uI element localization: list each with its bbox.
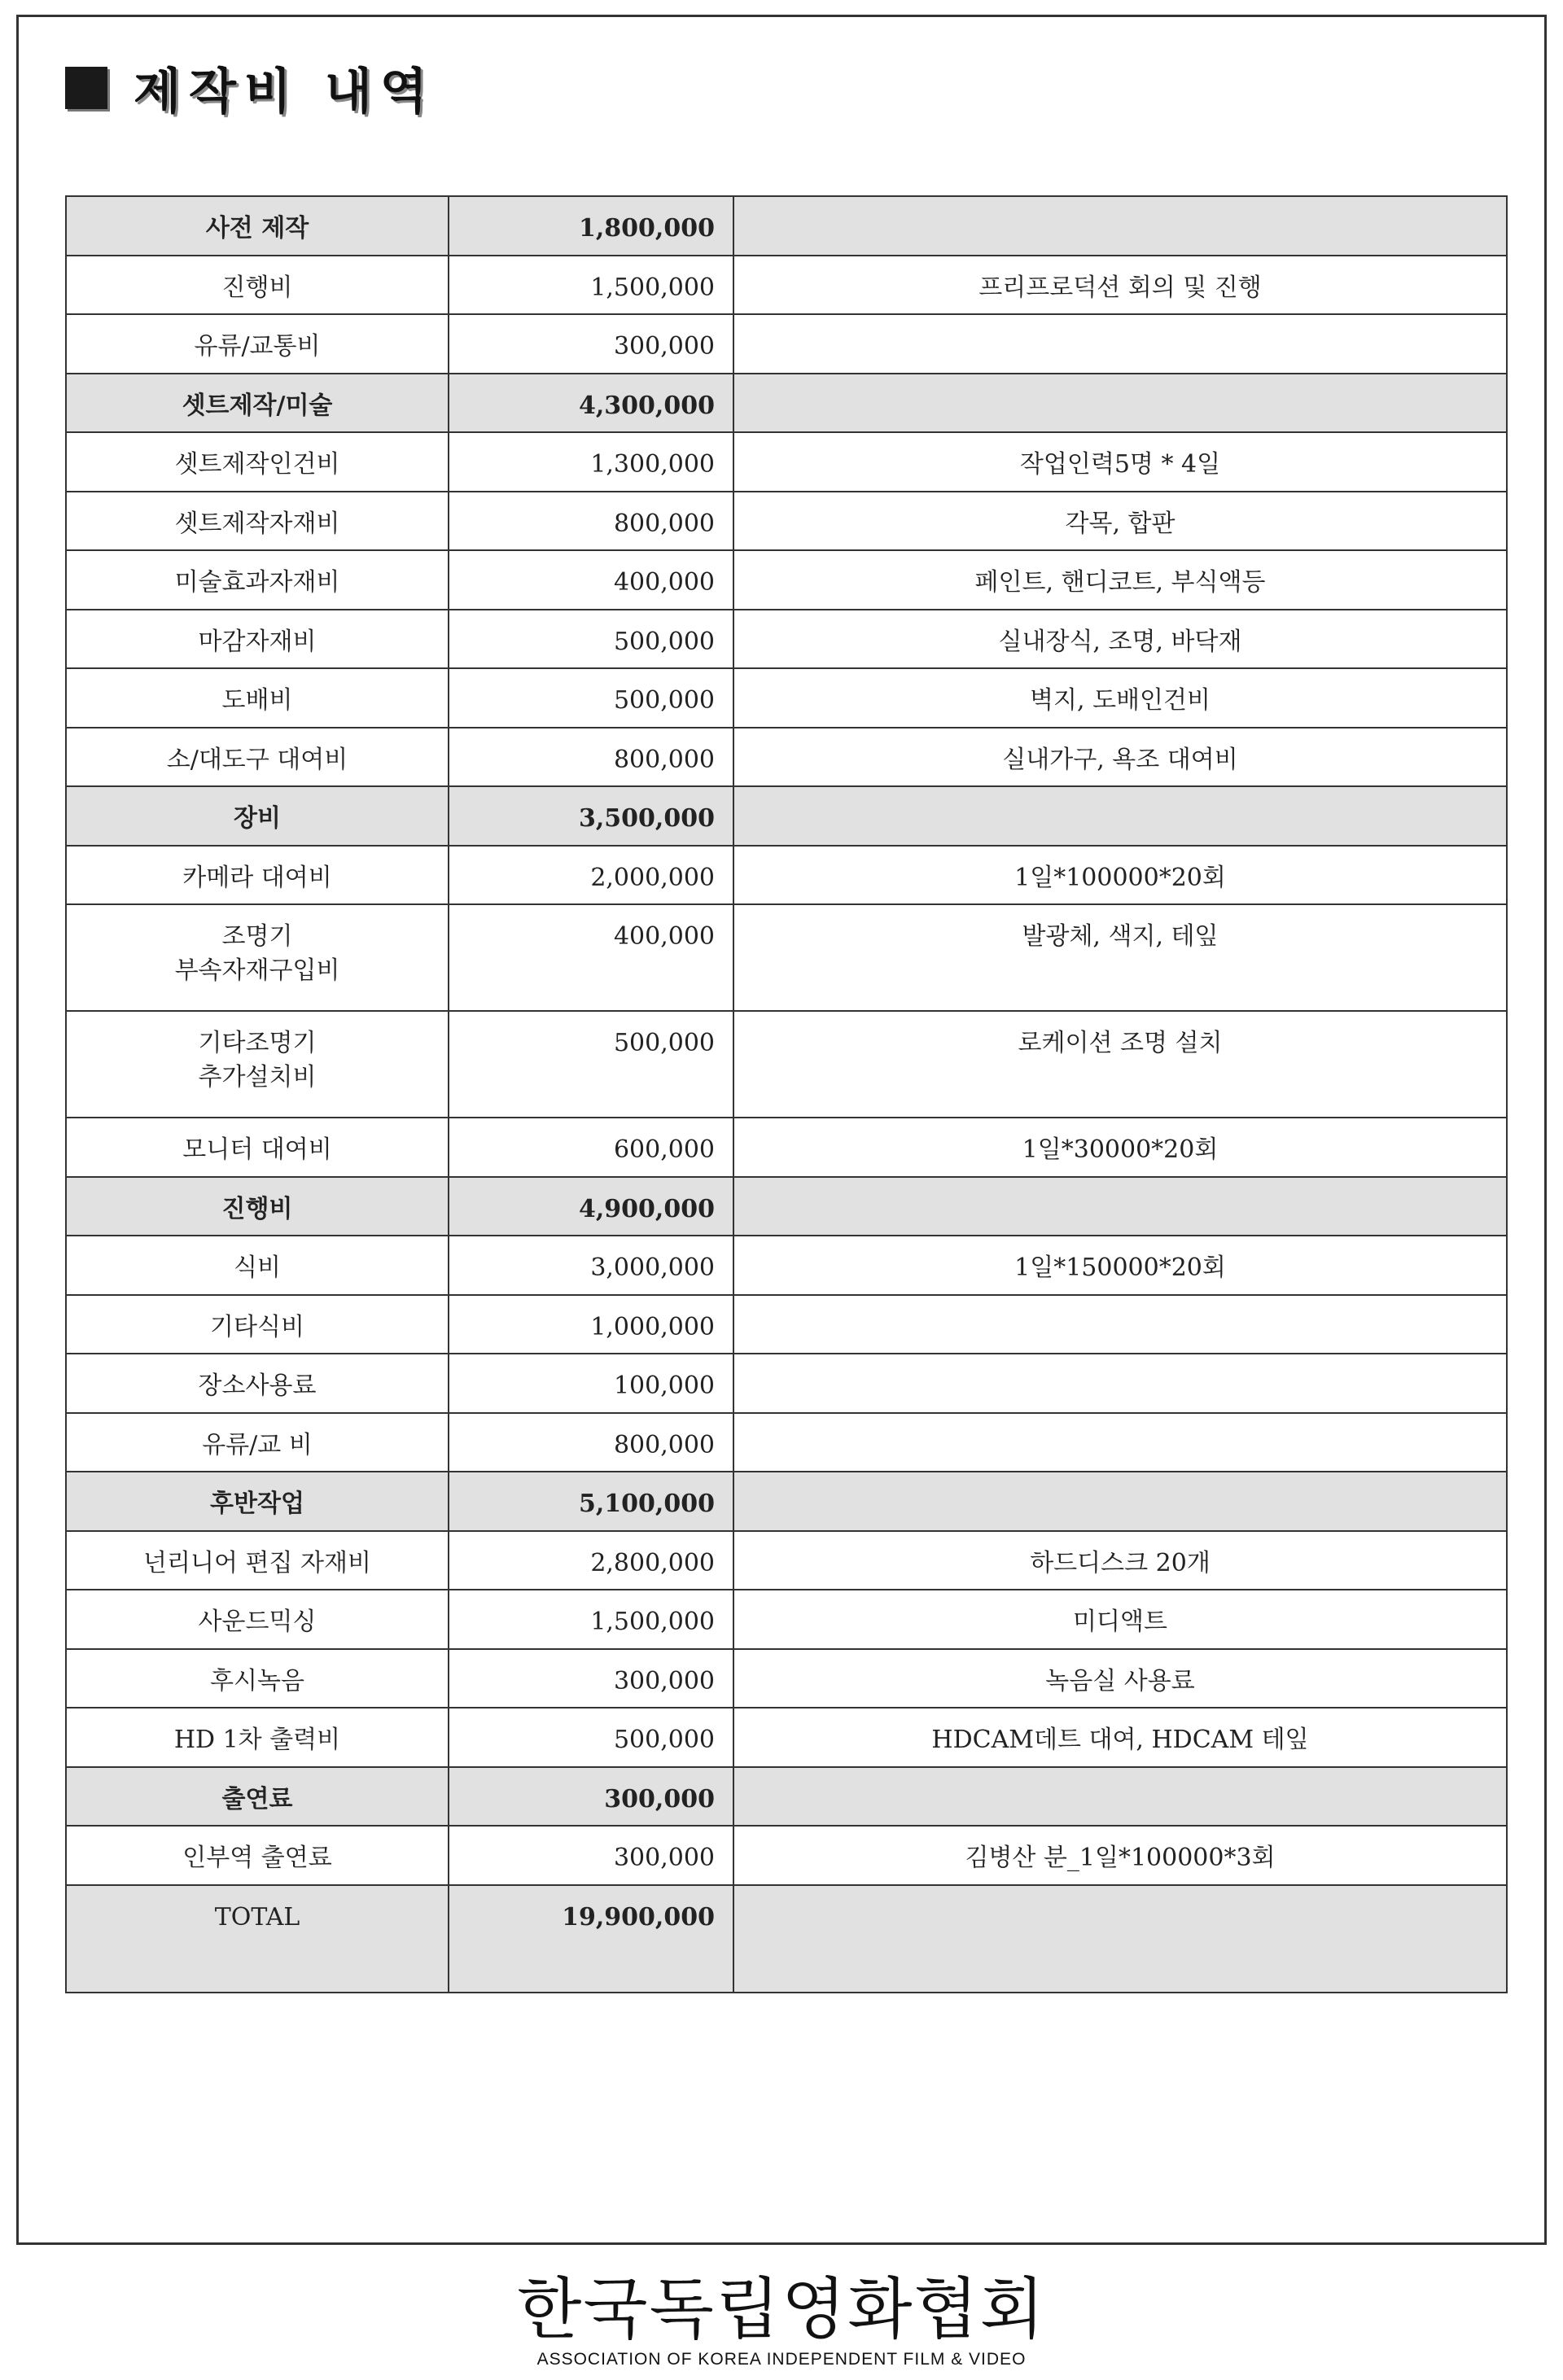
table-row (66, 610, 1507, 669)
section-label: 셋트제작/미술 (66, 374, 449, 433)
table-row (66, 1295, 1507, 1354)
item-label-line2: 추가설치비 (198, 1063, 317, 1092)
table-row (66, 492, 1507, 551)
table-row (66, 314, 1507, 374)
section-amount: 300,000 (449, 1767, 733, 1827)
item-label: 장소사용료 (66, 1354, 449, 1413)
item-label-line1: 기타조명기 (198, 1029, 317, 1057)
item-note: 각목, 합판 (733, 492, 1507, 551)
table-row (66, 1708, 1507, 1767)
section-row (66, 1472, 1507, 1531)
table-row (66, 550, 1507, 610)
item-note: 미디액트 (733, 1590, 1507, 1649)
item-amount: 500,000 (449, 610, 733, 669)
item-cell (66, 904, 449, 1011)
footer (0, 2271, 1563, 2370)
table-row (66, 668, 1507, 728)
item-note: 로케이션 조명 설치 (733, 1011, 1507, 1118)
item-label: 모니터 대여비 (66, 1118, 449, 1177)
item-note: 하드디스크 20개 (733, 1531, 1507, 1590)
item-amount: 2,000,000 (449, 846, 733, 905)
table-row (66, 1413, 1507, 1472)
item-amount: 400,000 (449, 904, 733, 1011)
item-amount: 600,000 (449, 1118, 733, 1177)
section-row (66, 196, 1507, 256)
total-row (66, 1885, 1507, 1993)
organization-name: 한국독립영화협회 (517, 2271, 1046, 2348)
item-label: 미술효과자재비 (66, 550, 449, 610)
item-note (733, 1472, 1507, 1531)
section-row (66, 786, 1507, 846)
item-note: 발광체, 색지, 테잎 (733, 904, 1507, 1011)
item-label: 셋트제작자재비 (66, 492, 449, 551)
total-amount: 19,900,000 (449, 1885, 733, 1993)
item-note (733, 1177, 1507, 1236)
item-label: 인부역 출연료 (66, 1826, 449, 1885)
item-amount: 2,800,000 (449, 1531, 733, 1590)
table-row (66, 256, 1507, 315)
item-amount: 1,300,000 (449, 432, 733, 492)
item-label: 셋트제작인건비 (66, 432, 449, 492)
item-label: 후시녹음 (66, 1649, 449, 1708)
item-amount: 800,000 (449, 492, 733, 551)
item-note: HDCAM데트 대여, HDCAM 테잎 (733, 1708, 1507, 1767)
table-row (66, 1011, 1507, 1118)
budget-table (65, 195, 1508, 1993)
item-note (733, 1767, 1507, 1827)
item-amount: 3,000,000 (449, 1236, 733, 1295)
item-note (733, 1295, 1507, 1354)
section-amount: 1,800,000 (449, 196, 733, 256)
item-amount: 1,500,000 (449, 1590, 733, 1649)
item-label: 카메라 대여비 (66, 846, 449, 905)
item-note (733, 1354, 1507, 1413)
section-amount: 4,300,000 (449, 374, 733, 433)
table-row (66, 904, 1507, 1011)
table-row (66, 1649, 1507, 1708)
item-note (733, 374, 1507, 433)
section-amount: 4,900,000 (449, 1177, 733, 1236)
organization-name-english: ASSOCIATION OF KOREA INDEPENDENT FILM & VIDEO (536, 2350, 1027, 2369)
item-amount: 300,000 (449, 314, 733, 374)
section-row (66, 1767, 1507, 1827)
section-amount: 5,100,000 (449, 1472, 733, 1531)
table-row (66, 728, 1507, 787)
table-row (66, 1826, 1507, 1885)
item-amount: 800,000 (449, 1413, 733, 1472)
item-amount: 300,000 (449, 1649, 733, 1708)
item-amount: 500,000 (449, 1011, 733, 1118)
section-label: 출연료 (66, 1767, 449, 1827)
item-label: 마감자재비 (66, 610, 449, 669)
table-row (66, 432, 1507, 492)
item-label: HD 1차 출력비 (66, 1708, 449, 1767)
table-row (66, 1590, 1507, 1649)
item-amount: 400,000 (449, 550, 733, 610)
item-label: 진행비 (66, 256, 449, 315)
item-amount: 1,000,000 (449, 1295, 733, 1354)
item-label: 유류/교통비 (66, 314, 449, 374)
section-label: 진행비 (66, 1177, 449, 1236)
item-note: 1일*100000*20회 (733, 846, 1507, 905)
total-note (733, 1885, 1507, 1993)
total-label: TOTAL (66, 1885, 449, 1993)
item-label: 기타식비 (66, 1295, 449, 1354)
item-note: 실내가구, 욕조 대여비 (733, 728, 1507, 787)
item-note (733, 314, 1507, 374)
table-row (66, 1118, 1507, 1177)
section-label: 사전 제작 (66, 196, 449, 256)
item-cell (66, 1011, 449, 1118)
item-amount: 1,500,000 (449, 256, 733, 315)
item-amount: 800,000 (449, 728, 733, 787)
item-note: 실내장식, 조명, 바닥재 (733, 610, 1507, 669)
item-amount: 300,000 (449, 1826, 733, 1885)
section-row (66, 1177, 1507, 1236)
item-note: 페인트, 핸디코트, 부식액등 (733, 550, 1507, 610)
item-label-line1: 조명기 (221, 922, 293, 951)
square-bullet-icon (65, 67, 107, 109)
page-title-text: 제작비 내역 (134, 63, 436, 120)
item-amount: 500,000 (449, 668, 733, 728)
item-note (733, 1413, 1507, 1472)
item-note: 녹음실 사용료 (733, 1649, 1507, 1708)
section-label: 장비 (66, 786, 449, 846)
item-label-line2: 부속자재구입비 (174, 956, 340, 985)
item-note: 프리프로덕션 회의 및 진행 (733, 256, 1507, 315)
item-note: 1일*150000*20회 (733, 1236, 1507, 1295)
item-label: 식비 (66, 1236, 449, 1295)
item-note: 김병산 분_1일*100000*3회 (733, 1826, 1507, 1885)
item-label: 도배비 (66, 668, 449, 728)
item-label: 사운드믹싱 (66, 1590, 449, 1649)
item-label: 소/대도구 대여비 (66, 728, 449, 787)
item-label: 유류/교 비 (66, 1413, 449, 1472)
section-label: 후반작업 (66, 1472, 449, 1531)
item-amount: 500,000 (449, 1708, 733, 1767)
item-note (733, 786, 1507, 846)
item-note (733, 196, 1507, 256)
section-amount: 3,500,000 (449, 786, 733, 846)
item-note: 1일*30000*20회 (733, 1118, 1507, 1177)
item-label: 넌리니어 편집 자재비 (66, 1531, 449, 1590)
item-note: 벽지, 도배인건비 (733, 668, 1507, 728)
table-row (66, 1354, 1507, 1413)
page-title (65, 57, 436, 119)
item-note: 작업인력5명 * 4일 (733, 432, 1507, 492)
item-amount: 100,000 (449, 1354, 733, 1413)
section-row (66, 374, 1507, 433)
table-row (66, 846, 1507, 905)
table-row (66, 1531, 1507, 1590)
table-row (66, 1236, 1507, 1295)
